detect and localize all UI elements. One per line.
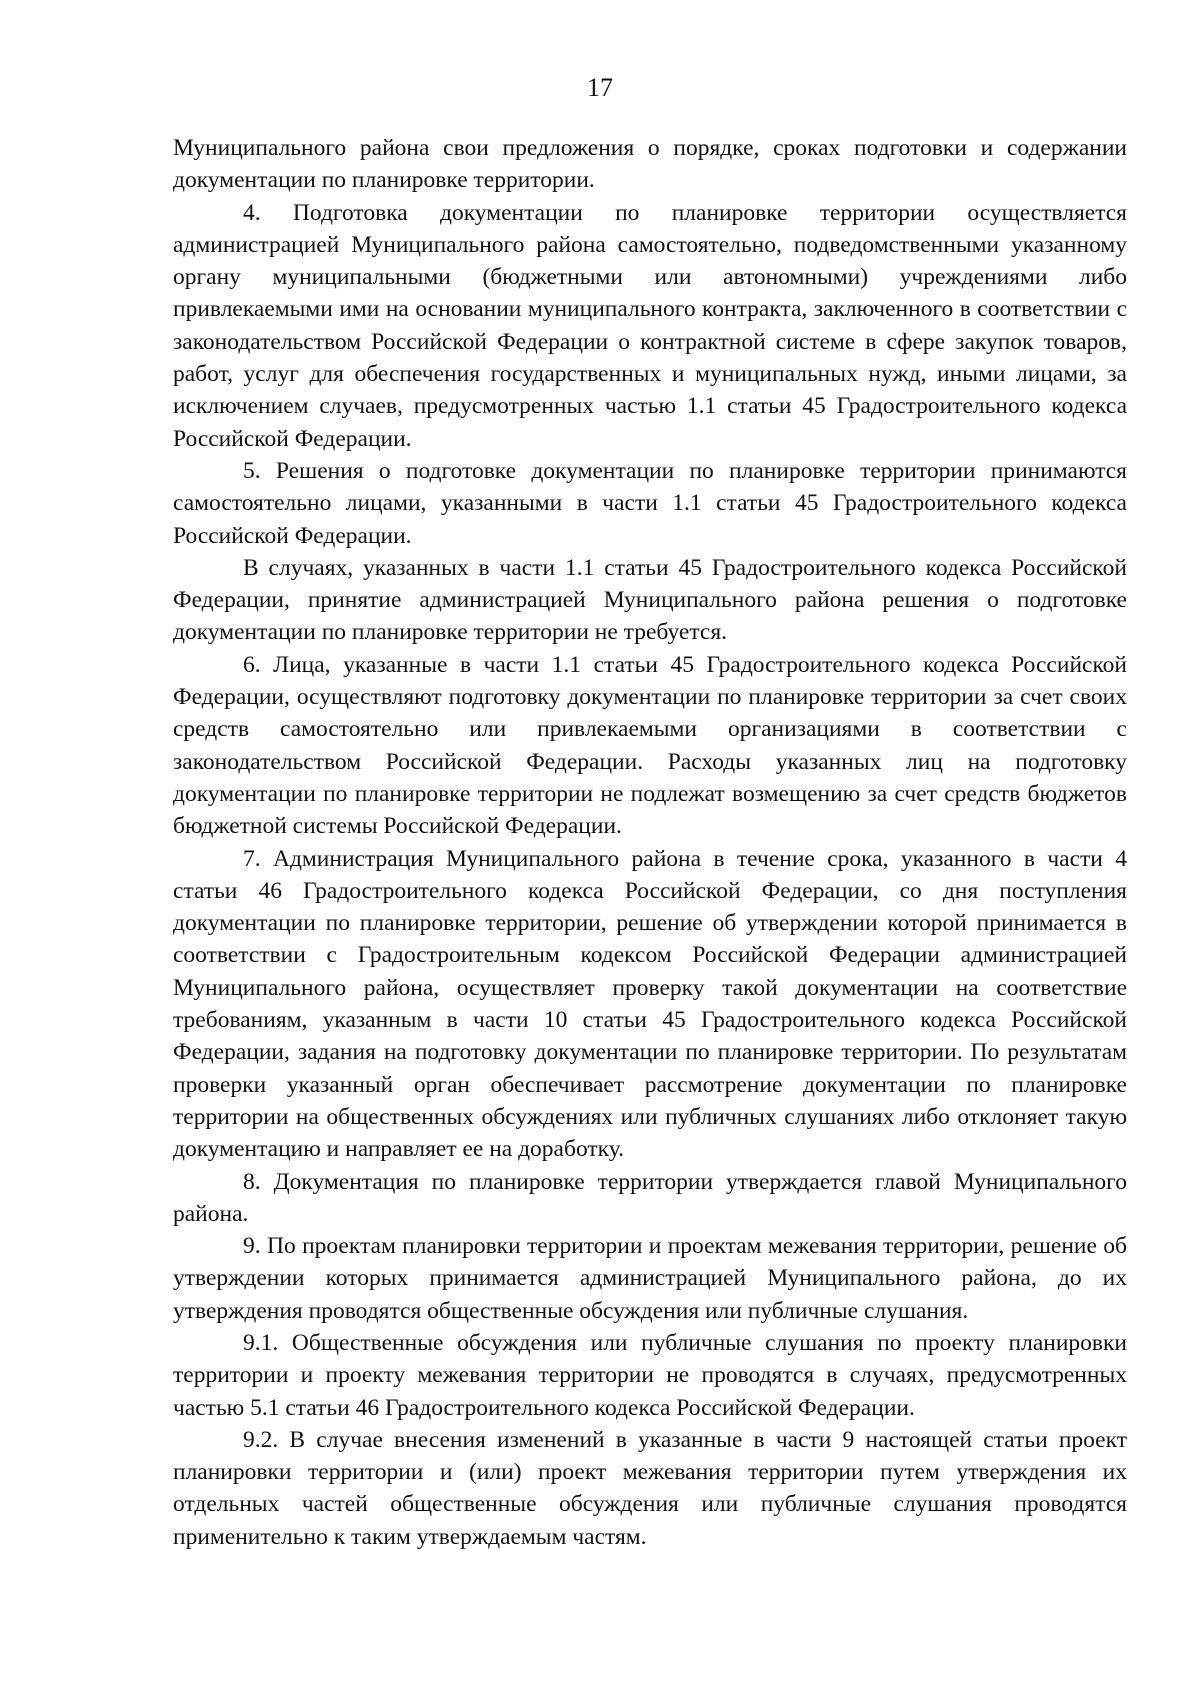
page-number: 17 <box>587 73 613 102</box>
paragraph-item-9-1: 9.1. Общественные обсуждения или публичные слушания по проекту планировки территории и проекту межевания территории не проводятся в случаях, предусмотренных частью 5.1 статьи 46 Градостроительного кодекса Российской Федерации. <box>173 1329 1127 1421</box>
paragraph-item-5: 5. Решения о подготовке документации по планировке территории принимаются самостоятельно лицами, указанными в части 1.1 статьи 45 Градостроительного кодекса Российской Федерации. <box>173 457 1127 549</box>
paragraph-continuation: Муниципального района свои предложения о порядке, сроках подготовки и содержании документации по планировке территории. <box>173 135 1127 194</box>
paragraph-item-9: 9. По проектам планировки территории и проектам межевания территории, решение об утверждении которых принимается администрацией Муниципального района, до их утверждения проводятся общественные обсуждения или публичные слушания. <box>173 1233 1127 1324</box>
paragraph-item-7: 7. Администрация Муниципального района в течение срока, указанного в части 4 статьи 46 Градостроительного кодекса Российской Федерации, со дня поступления документации по планировке территории, решение об утверждении которой принимается в соответствии с Градостроительным кодексом Российской Федерации администрацией Муниципального района, осуществляет проверку такой документации на соответствие требованиям, указанным в части 10 статьи 45 Градостроительного кодекса Российской Федерации, задания на подготовку документации по планировке территории. По результатам проверки указанный орган обеспечивает рассмотрение документации по планировке территории на общественных обсуждениях или публичных слушаниях либо отклоняет такую документацию и направляет ее на доработку. <box>173 845 1127 1163</box>
document-body <box>173 132 1127 1553</box>
paragraph-item-6: 6. Лица, указанные в части 1.1 статьи 45 Градостроительного кодекса Российской Федерации, осуществляют подготовку документации по планировке территории за счет своих средств самостоятельно или привлекаемыми организациями в соответствии с законодательством Российской Федерации. Расходы указанных лиц на подготовку документации по планировке территории не подлежат возмещению за счет средств бюджетов бюджетной системы Российской Федерации. <box>173 651 1127 840</box>
paragraph-item-4: 4. Подготовка документации по планировке территории осуществляется администрацией Муниципального района самостоятельно, подведомственными указанному органу муниципальными (бюджетными или автономными) учреждениями либо привлекаемыми ими на основании муниципального контракта, заключенного в соответствии с законодательством Российской Федерации о контрактной системе в сфере закупок товаров, работ, услуг для обеспечения государственных и муниципальных нужд, иными лицами, за исключением случаев, предусмотренных частью 1.1 статьи 45 Градостроительного кодекса Российской Федерации. <box>173 199 1127 452</box>
paragraph-item-8: 8. Документация по планировке территории утверждается главой Муниципального района. <box>173 1168 1127 1227</box>
paragraph-item-9-2: 9.2. В случае внесения изменений в указанные в части 9 настоящей статьи проект планировки территории и (или) проект межевания территории путем утверждения их отдельных частей общественные обсуждения или публичные слушания проводятся применительно к таким утверждаемым частям. <box>173 1426 1127 1550</box>
paragraph-item-5-cases: В случаях, указанных в части 1.1 статьи 45 Градостроительного кодекса Российской Федерации, принятие администрацией Муниципального района решения о подготовке документации по планировке территории не требуется. <box>173 554 1127 646</box>
